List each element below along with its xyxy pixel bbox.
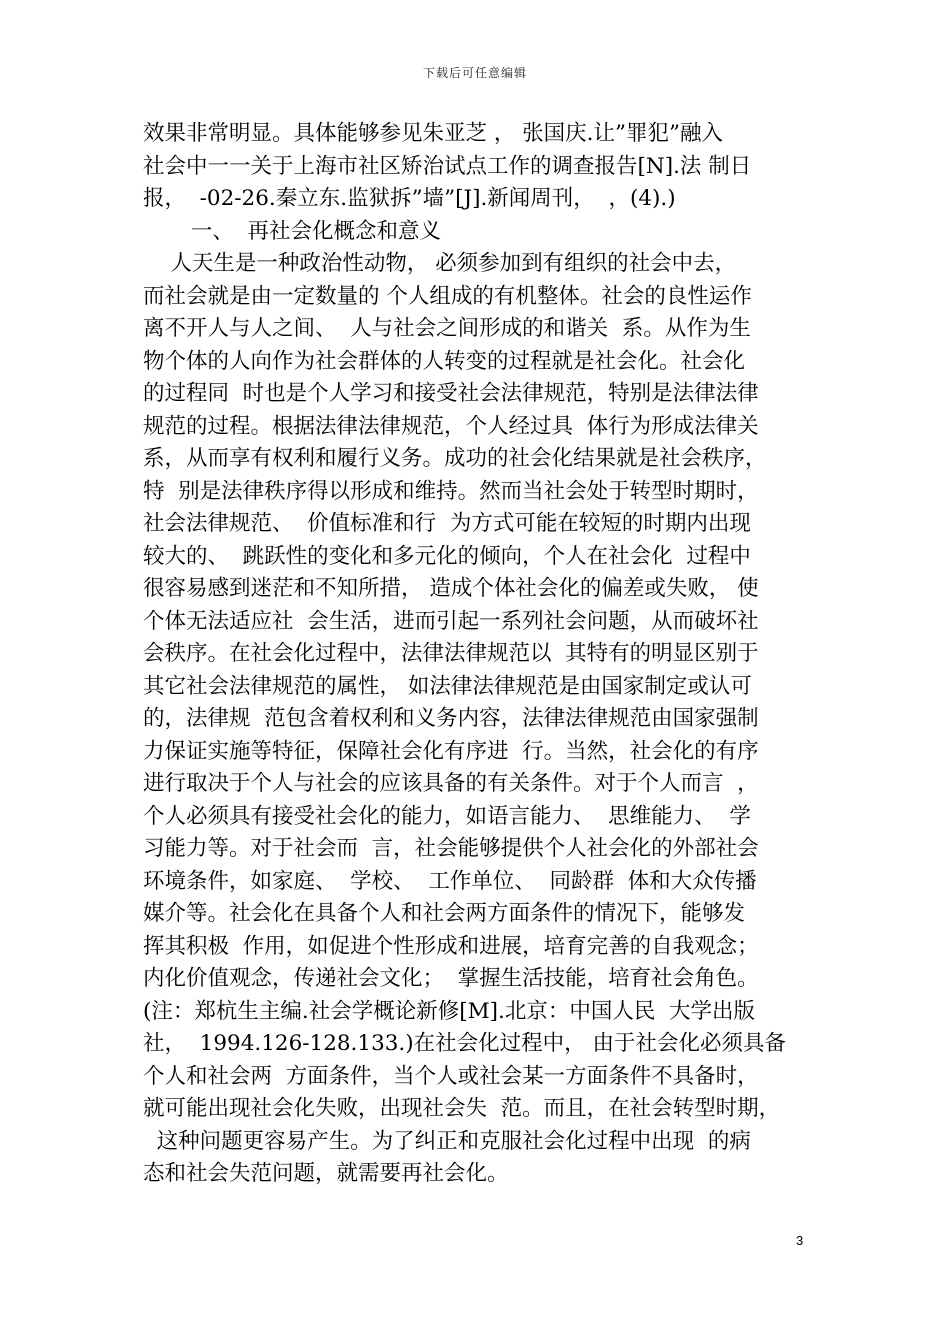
text-line: 物个体的人向作为社会群体的人转变的过程就是社会化。社会化 [143,348,746,374]
text-line: 进行取决于个人与社会的应该具备的有关条件。对于个人而言 ， [143,771,759,796]
text-line: 人天生是一种政治性动物， 必须参加到有组织的社会中去， [143,251,737,276]
text-line: 较大的、 跳跃性的变化和多元化的倾向，个人在社会化 过程中 [143,543,751,569]
text-line: 社会中一一关于上海市社区矫治试点工作的调查报告[N].法 制日 [143,153,752,179]
section-heading: 一、 再社会化概念和意义 [143,218,442,244]
text-line: 媒介等。社会化在具备个人和社会两方面条件的情况下，能够发 [143,901,746,926]
text-line: 内化价值观念，传递社会文化； 掌握生活技能，培育社会角色。 [143,966,759,991]
text-line: 社会法律规范、 价值标准和行 为方式可能在较短的时期内出现 [143,511,751,536]
text-line: 离不开人与人之间、 人与社会之间形成的和谐关 系。从作为生 [143,316,751,341]
text-line: 报， -02-26.秦立东.监狱拆”墙”[J].新闻周刊， ，(4).) [143,186,676,211]
text-line: 个体无法适应社 会生活，进而引起一系列社会问题，从而破坏社 [143,608,759,634]
text-line: 就可能出现社会化失败，出现社会失 范。而且，在社会转型时期， [143,1096,781,1121]
text-line: 的过程同 时也是个人学习和接受社会法律规范，特别是法律法律 [143,381,759,406]
text-line: 个人和社会两 方面条件，当个人或社会某一方面条件不具备时， [143,1063,759,1089]
text-line: 很容易感到迷茫和不知所措， 造成个体社会化的偏差或失败， 使 [143,576,759,601]
text-line: 力保证实施等特征，保障社会化有序进 行。当然，社会化的有序 [143,738,759,764]
page-number: 3 [796,1233,804,1248]
page-header: 下载后可任意编辑 [422,66,527,80]
text-line: 规范的过程。根据法律法律规范，个人经过具 体行为形成法律关 [143,413,759,439]
text-line: 态和社会失范问题，就需要再社会化。 [143,1161,509,1186]
text-line: 特 别是法律秩序得以形成和维持。然而当社会处于转型时期时， [143,478,759,504]
text-line: 其它社会法律规范的属性， 如法律法律规范是由国家制定或认可 [143,673,752,699]
text-line: 效果非常明显。具体能够参见朱亚芝 ， 张国庆.让”罪犯”融入 [143,121,723,146]
text-line: 而社会就是由一定数量的 个人组成的有机整体。社会的良性运作 [143,283,752,309]
text-line: 的，法律规 范包含着权利和义务内容，法律法律规范由国家强制 [143,706,759,731]
text-line: 会秩序。在社会化过程中，法律法律规范以 其特有的明显区别于 [143,641,759,666]
text-line: 社， 1994.126-128.133.)在社会化过程中， 由于社会化必须具备 [143,1031,786,1056]
text-line: 习能力等。对于社会而 言，社会能够提供个人社会化的外部社会 [143,836,759,861]
text-line: 环境条件，如家庭、 学校、 工作单位、 同龄群 体和大众传播 [143,868,757,894]
text-line: (注：郑杭生主编.社会学概论新修[M].北京：中国人民 大学出版 [143,998,756,1024]
document-body [143,118,811,1191]
text-line: 这种问题更容易产生。为了纠正和克服社会化过程中出现 的病 [143,1128,751,1154]
text-line: 系，从而享有权利和履行义务。成功的社会化结果就是社会秩序， [143,446,767,471]
text-line: 挥其积极 作用，如促进个性形成和进展，培育完善的自我观念； [143,933,759,959]
text-line: 个人必须具有接受社会化的能力，如语言能力、 思维能力、 学 [143,803,751,829]
